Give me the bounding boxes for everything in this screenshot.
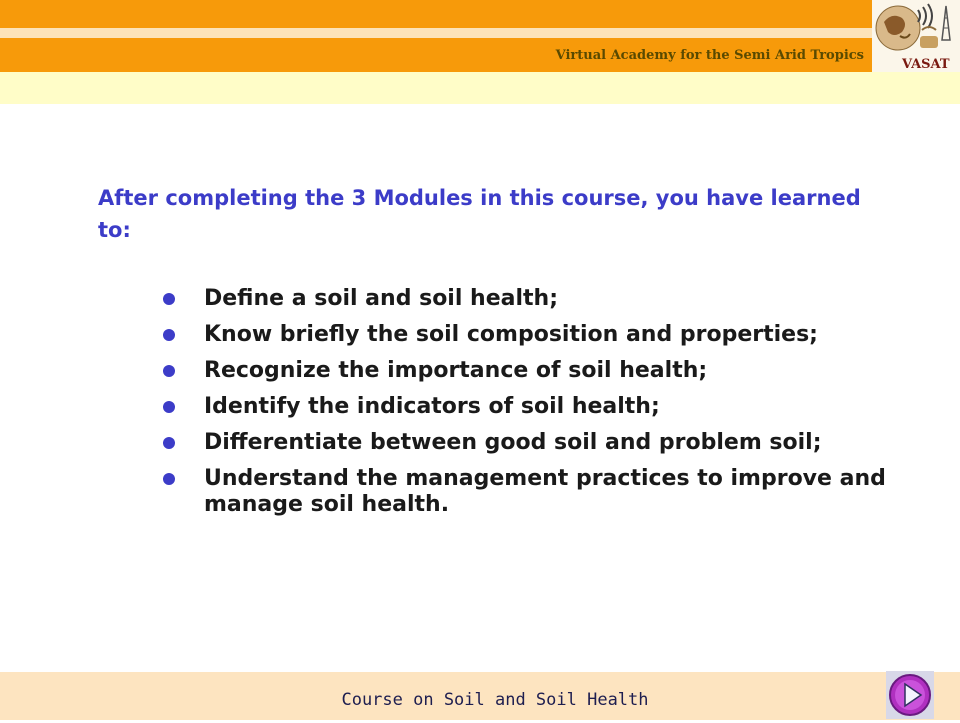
list-item	[160, 286, 920, 312]
list-item-text: Understand the management practices to improve and manage soil health.	[204, 466, 886, 517]
list-item-text: Recognize the importance of soil health;	[204, 358, 708, 383]
bullet-icon	[163, 473, 175, 485]
logo-text: VASAT	[902, 57, 950, 72]
org-name: Virtual Academy for the Semi Arid Tropics	[555, 48, 864, 63]
list-item	[160, 430, 920, 456]
list-item	[160, 322, 920, 348]
bullet-icon	[163, 329, 175, 341]
list-item	[160, 466, 920, 518]
list-item-text: Identify the indicators of soil health;	[204, 394, 660, 419]
header-band-top	[0, 0, 872, 28]
header-band-yellow	[0, 72, 960, 104]
bullet-icon	[163, 293, 175, 305]
play-next-icon	[886, 671, 934, 719]
bullet-icon	[163, 365, 175, 377]
objectives-list	[160, 286, 920, 518]
bullet-icon	[163, 401, 175, 413]
list-item	[160, 358, 920, 384]
next-button[interactable]	[886, 671, 934, 719]
course-title: Course on Soil and Soil Health	[341, 690, 649, 710]
bullet-icon	[163, 437, 175, 449]
list-item-text: Know briefly the soil composition and properties;	[204, 322, 818, 347]
vasat-logo	[872, 0, 960, 72]
list-item-text: Differentiate between good soil and problem soil;	[204, 430, 822, 455]
list-item	[160, 394, 920, 420]
header-band-stripe	[0, 28, 872, 38]
list-item-text: Define a soil and soil health;	[204, 286, 558, 311]
intro-text: After completing the 3 Modules in this course, you have learned to:	[98, 186, 861, 242]
footer-bar	[0, 672, 960, 720]
